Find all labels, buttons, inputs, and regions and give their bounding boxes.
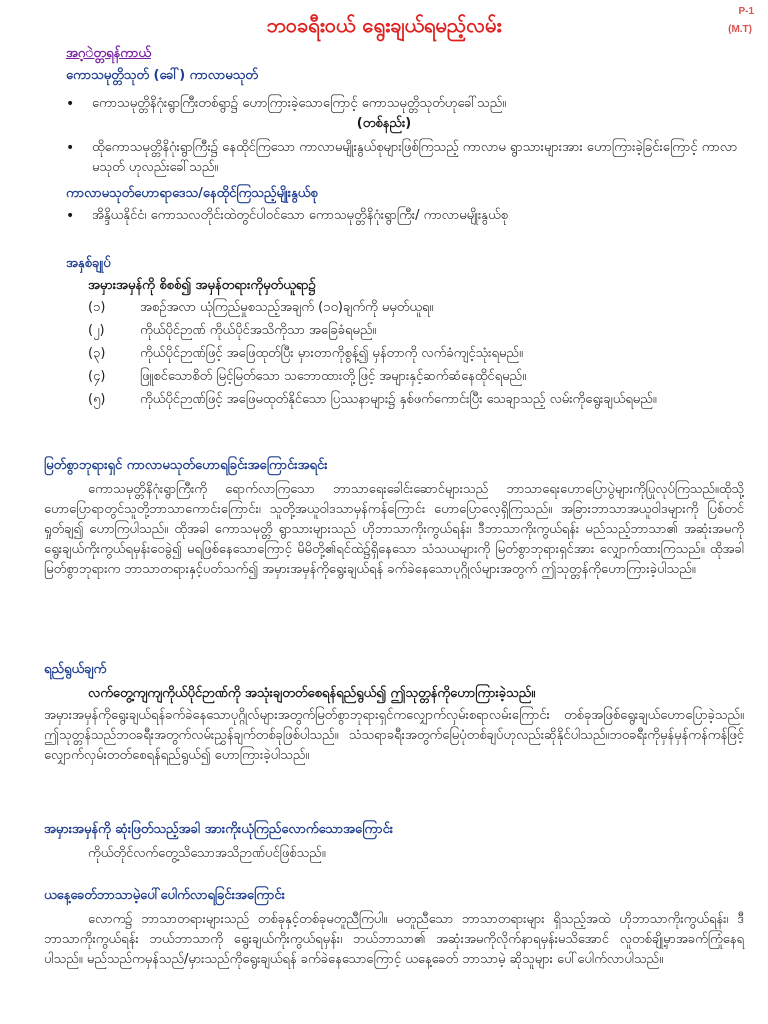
section-heading-irreligion: ယနေ့ခေတ်ဘာသာမဲ့ပေါ်ပေါက်လာရခြင်းအကြောင်း — [44, 888, 285, 903]
irreligion-paragraph: လောက၌ ဘာသာတရားများသည် တစ်ခုနှင့်တစ်ခုမတူညီကြပါ။ မတူညီသော ဘာသာတရားများ ရှိသည့်အထဲ ဟိုဘာသာကိုးကွယ်ရန်း၊ ဒီဘာသာကိုးကွယ်ရန်း ဘယ်ဘာသာကို ရွေးချယ်ကိုးကွယ်ရမှန်း၊ ဘယ်ဘာသာ၏ အဆုံးအမကိုလိုက်နာရမှန်းမသိအောင် လူတစ်ချို့မှာအခက်ကြုံနေရပါသည်။ မည်သည်ကမှန်သည်/မှားသည်ကိုရွေးချယ်ရန် ခက်ခဲနေသောကြောင့် ယနေ့ခေတ် ဘာသာမဲ့ ဆိုသူများ ပေါ်ပေါက်လာပါသည်။ — [44, 912, 744, 967]
purpose-lead: လက်တွေ့ကျကျကိုယ်ပိုင်ဉာဏ်ကို အသုံးချတတ်စေရန်ရည်ရွယ်၍ ဤသုတ္တန်ကိုဟောကြားခဲ့သည်။ — [88, 686, 536, 701]
section-heading-reliance: အမှားအမှန်ကို ဆုံးဖြတ်သည့်အခါ အားကိုးယုံကြည်လောက်သောအကြောင်း — [44, 822, 394, 837]
subheading-region: ကာလာမသုတ်ဟောရာဒေသ/နေထိုင်ကြသည့်မျိုးနွယ်စု — [66, 186, 318, 201]
reason-paragraph: ကောသမုတ္တိနိဂုံးရွာကြီးကို ရောက်လာကြသော ဘာသာရေးခေါင်းဆောင်များသည် ဘာသာရေးဟောပြောပွဲများကိုပြုလုပ်ကြသည်။ထိုသို့ဟောပြောရာတွင်သူတို့ဘာသာကောင်းကြောင်း၊ သူတို့အယူဝါဒသာမှန်ကန်ကြောင်း ဟောပြောလေ့ရှိကြသည်။ အခြားဘာသာအယူဝါဒများကို ပြစ်တင်ရှုတ်ချ၍ ဟောကြပါသည်။ ထိုအခါ ကောသမုတ္တိ ရွာသားများသည် ဟိုဘာသာကိုးကွယ်ရန်း၊ ဒီဘာသာကိုးကွယ်ရန်း မည်သည့်ဘာသာ၏ အဆုံးအမကို ရွေးချယ်ကိုးကွယ်ရမှန်းဝေခွဲ၍ မရဖြစ်နေသောကြောင့် မိမိတို့၏ရင်ထဲ၌ရှိနေသော သံသယများကို မြတ်စွာဘုရားရှင်အား လျှောက်ထားကြသည်။ ထိုအခါမြတ်စွာဘုရားက ဘာသာတရားနှင့်ပတ်သက်၍ အမှားအမှန်ကိုရွေးချယ်ရန် ခက်ခဲနေသောပုဂ္ဂိုလ်များအတွက် ဤသုတ္တန်ကိုဟောကြားခဲ့ပါသည်။ — [44, 482, 744, 577]
section-heading-reason: မြတ်စွာဘုရားရှင် ကာလာမသုတ်ဟောရခြင်းအကြောင်းအရင်း — [44, 458, 328, 473]
bullet-icon: • — [66, 208, 75, 224]
page-title: ဘဝခရီးဝယ် ရွေးချယ်ရမည့်လမ်း — [266, 13, 502, 37]
bullet-icon: • — [66, 140, 75, 156]
reliance-text: ကိုယ်တိုင်လက်တွေ့သိသောအသိဉာဏ်ပင်ဖြစ်သည်။ — [88, 846, 326, 861]
document-page: P-1 (M.T) ဘဝခရီးဝယ် ရွေးချယ်ရမည့်လမ်း အဂ့ဲတ္တရန်ကာယ် ကောသမုတ္တိသုတ် (ခေါ်) ကာလာမသုတ် • ကောသမုတ္တိနိဂုံးရွာကြီးတစ်ရွာ၌ ဟောကြားခဲ့သောကြောင့် ကောသမုတ္တိသုတ်ဟုခေါ်သည်။ (တစ်နည်း) • ထိုကောသမုတ္တိနိဂုံးရွာကြီး၌ နေထိုင်ကြသော ကာလာမမျိုးနွယ်စုများဖြစ်ကြသည့် ကာလာမ ရွာသားများအား ဟောကြားခဲ့ခြင်းကြောင့် ကာလာမသုတ် ဟုလည်းခေါ်သည်။ ကာလာမသုတ်ဟောရာဒေသ/နေထိုင်ကြသည့်မျိုးနွယ်စု • အိန္ဒိယနိုင်ငံ၊ ကောသလတိုင်းထဲတွင်ပါဝင်သော ကောသမုတ္တိနိဂုံးရွာကြီး/ ကာလာမမျိုးနွယ်စု အနှစ်ချုပ် အမှားအမှန်ကို စိစစ်၍ အမှန်တရားကိုမှတ်ယူရာ၌ (၁) အစဉ်အလာ ယုံကြည်မှုစသည့်အချက် (၁၀)ချက်ကို မမှတ်ယူရ။ (၂) ကိုယ်ပိုင်ဉာဏ် ကိုယ်ပိုင်အသိကိုသာ အခြေခံရမည်။ (၃) ကိုယ်ပိုင်ဉာဏ်ဖြင့် အဖြေထုတ်ပြီး မှားတာကိုစွန့်၍ မှန်တာကို လက်ခံကျင့်သုံးရမည်။ (၄) ဖြူစင်သောစိတ် မြင့်မြတ်သော သဘောထားတို့ဖြင့် အများနှင့်ဆက်ဆံနေထိုင်ရမည်။ (၅) ကိုယ်ပိုင်ဉာဏ်ဖြင့် အဖြေမထုတ်နိုင်သော ပြဿနာများ၌ နှစ်ဖက်ကောင်းပြီး သေချာသည့် လမ်းကိုရွေးချယ်ရမည်။ မြတ်စွာဘုရားရှင် ကာလာမသုတ်ဟောရခြင်းအကြောင်းအရင်း ကောသမုတ္တိနိဂုံးရွာကြီးကို ရောက်လာကြသော ဘာသာရေးခေါင်းဆောင်များသည် ဘာသာရေးဟောပြောပွဲများကိုပြုလုပ်ကြသည်။ထိုသို့ဟောပြောရာတွင်သူတို့ဘာသာကောင်းကြောင်း၊ သူတို့အယူဝါဒသာမှန်ကန်ကြောင်း ဟောပြောလေ့ရှိကြသည်။ အခြားဘာသာအယူဝါဒများကို ပြစ်တင်ရှုတ်ချ၍ ဟောကြပါသည်။ ထိုအခါ ကောသမုတ္တိ ရွာသားများသည် ဟိုဘာသာကိုးကွယ်ရန်း၊ ဒီဘာသာကိုးကွယ်ရန်း မည်သည့်ဘာသာ၏ အဆုံးအမကို ရွေးချယ်ကိုးကွယ်ရမှန်းဝေခွဲ၍ မရဖြစ်နေသောကြောင့် မိမိတို့၏ရင်ထဲ၌ရှိနေသော သံသယများကို မြတ်စွာဘုရားရှင်အား လျှောက်ထားကြသည်။ ထိုအခါမြတ်စွာဘုရားက ဘာသာတရားနှင့်ပတ်သက်၍ အမှားအမှန်ကိုရွေးချယ်ရန် ခက်ခဲနေသောပုဂ္ဂိုလ်များအတွက် ဤသုတ္တန်ကိုဟောကြားခဲ့ပါသည်။ ရည်ရွယ်ချက် လက်တွေ့ကျကျကိုယ်ပိုင်ဉာဏ်ကို အသုံးချတတ်စေရန်ရည်ရွယ်၍ ဤသုတ္တန်ကိုဟောကြားခဲ့သည်။ အမှားအမှန်ကိုရွေးချယ်ရန်ခက်ခဲနေသောပုဂ္ဂိုလ်များအတွက်မြတ်စွာဘုရားရှင်ကလျှောက်လှမ်းစရာလမ်းကြောင်း တစ်ခုအဖြစ်ရွေးချယ်ဟောပြောခဲ့သည်။ဤသုတ္တန်သည်ဘဝခရီးအတွက်လမ်းညွှန်ချက်တစ်ခုဖြစ်ပါသည်။ သံသရာခရီးအတွက်မြေပုံတစ်ချပ်ဟုလည်းဆိုနိုင်ပါသည်။ဘဝခရီးကိုမှန်မှန်ကန်ကန်ဖြင့်လျှောက်လှမ်းတတ်စေရန်ရည်ရွယ်၍ ဟောကြားခဲ့ပါသည်။ အမှားအမှန်ကို ဆုံးဖြတ်သည့်အခါ အားကိုးယုံကြည်လောက်သောအကြောင်း ကိုယ်တိုင်လက်တွေ့သိသောအသိဉာဏ်ပင်ဖြစ်သည်။ ယနေ့ခေတ်ဘာသာမဲ့ပေါ်ပေါက်လာရခြင်းအကြောင်း လောက၌ ဘာသာတရားများသည် တစ်ခုနှင့်တစ်ခုမတူညီကြပါ။ မတူညီသော ဘာသာတရားများ ရှိသည့်အထဲ ဟိုဘာသာကိုးကွယ်ရန်း၊ ဒီဘာသာကိုးကွယ်ရန်း ဘယ်ဘာသာကို ရွေးချယ်ကိုးကွယ်ရမှန်း၊ ဘယ်ဘာသာ၏ အဆုံးအမကိုလိုက်နာရမှန်းမသိအောင် လူတစ်ချို့မှာအခက်ကြုံနေရပါသည်။ မည်သည်ကမှန်သည်/မှားသည်ကိုရွေးချယ်ရန် ခက်ခဲနေသောကြောင့် ယနေ့ခေတ် ဘာသာမဲ့ ဆိုသူများ ပေါ်ပေါက်လာပါသည်။ — [0, 0, 768, 1024]
bullet-icon: • — [66, 96, 75, 112]
section-heading-summary: အနှစ်ချုပ် — [66, 256, 111, 271]
section-heading-background: အဂ့ဲတ္တရန်ကာယ် — [66, 46, 151, 61]
alternate-label: (တစ်နည်း) — [356, 116, 412, 131]
subheading-sutta-name: ကောသမုတ္တိသုတ် (ခေါ်) ကာလာမသုတ် — [66, 68, 258, 83]
section-heading-purpose: ရည်ရွယ်ချက် — [44, 662, 107, 677]
document-code: (M.T) — [728, 24, 752, 35]
summary-lead: အမှားအမှန်ကို စိစစ်၍ အမှန်တရားကိုမှတ်ယူရာ၌ — [88, 278, 316, 293]
page-number: P-1 — [738, 6, 754, 17]
purpose-paragraph: အမှားအမှန်ကိုရွေးချယ်ရန်ခက်ခဲနေသောပုဂ္ဂိုလ်များအတွက်မြတ်စွာဘုရားရှင်ကလျှောက်လှမ်းစရာလမ်းကြောင်း တစ်ခုအဖြစ်ရွေးချယ်ဟောပြောခဲ့သည်။ဤသုတ္တန်သည်ဘဝခရီးအတွက်လမ်းညွှန်ချက်တစ်ခုဖြစ်ပါသည်။ သံသရာခရီးအတွက်မြေပုံတစ်ချပ်ဟုလည်းဆိုနိုင်ပါသည်။ဘဝခရီးကိုမှန်မှန်ကန်ကန်ဖြင့်လျှောက်လှမ်းတတ်စေရန်ရည်ရွယ်၍ ဟောကြားခဲ့ပါသည်။ — [44, 708, 744, 763]
